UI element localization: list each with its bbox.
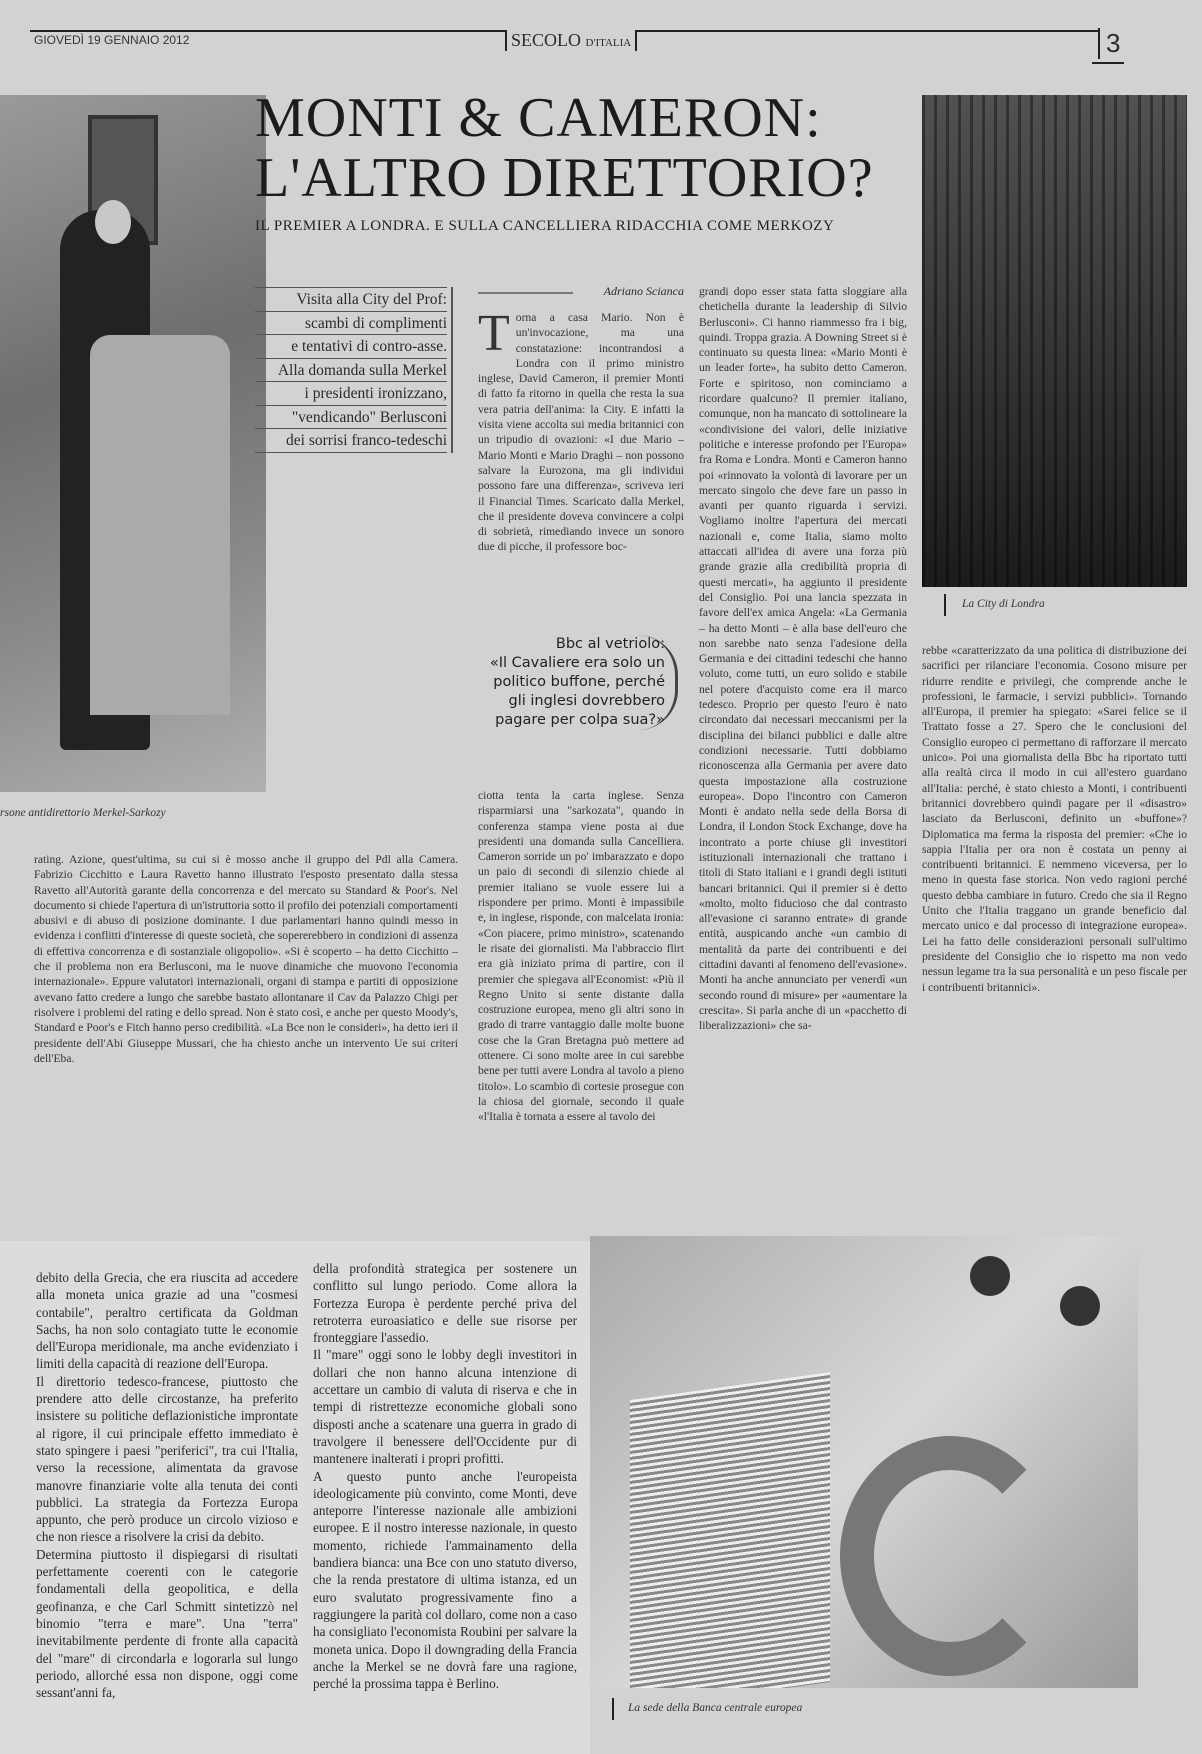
lamp [970, 1256, 1010, 1296]
article-column-1-bottom: ciotta tenta la carta inglese. Senza risparmiarsi una "sarkozata", quando in conferenza stampa viene posta ai due presidenti una domanda sulla Cancelliera. Cameron sorride un po' imbarazzato e dopo un paio di secondi di silenzio chiede al premier italiano se vuole essere lui a rispondere per primo. Monti è impassibile e, in inglese, risponde, con malcelata ironia: «Con piacere, primo ministro», scatenando le risate dei giornalisti. Ma l'abbraccio flirt era già iniziato prima di partire, con il premier che spiegava all'Economist: «Più il Regno Unito si sente distante dalla costruzione europea, meno gli altri sono in grado di trarre vantaggio dalle molte buone cose che la Gran Bretagna può mettere ad ottenere. Ci sono molte aree in cui sarebbe bene per tutti avere Londra al tavolo a pieno titolo». Lo scambio di cortesie prosegue con la chiosa del giornale, secondo il quale «l'Italia è tornata a essere al tavolo dei [478, 789, 684, 1124]
column-text: orna a casa Mario. Non è un'invocazione, ma una constatazione: incontrandosi a Londra con il primo ministro inglese, David Cameron, il premier Monti di fatto fa ritorno in quella che resta la sua vera patria dell'anima: la City. E infatti la visita viene accolta sui media britannici con un tripudio di ovazioni: «I due Mario – Mario Monti e Mario Draghi – non possono salvare la Eurozona, ma gli individui possono fare una differenza», scriveva ieri il Financial Times. Scaricato dalla Merkel, che il presidente doveva convincere a colpi di sobrietà, rimediando invece un sonoro due di picche, il professore boc- [478, 311, 684, 554]
article-column-3: rebbe «caratterizzato da una politica di distribuzione dei sacrifici per rilanciare l'economia. Cosono misure per ridurre rendite e privilegi, che comprende anche le professioni, le farmacie, i servizi pubblici». Tornando all'Europa, il premier ha spiegato: «Sarei felice se il Trattato fosse a 27. Spero che le conclusioni del Consiglio europeo ci permettano di rafforzare il mercato unico». Poi una giornalista della Bbc ha riportato tutti alla realtà circa il modo in cui all'estero guardano all'Italia: perché, è stato chiesto a Monti, i contribuenti britannici dovrebbero quindi pagare per il «disastro» lasciato da Berlusconi, definito un «buffone»? Diplomatica ma ferma la risposta del premier: «Che io sappia l'Italia per ora non è costata un penny ai contribuenti britannici. E nemmeno viceversa, per lo meno in questa fase storica. Non vedo ragioni perché questo debba cambiare in futuro. Credo che sia il Regno Unito che l'Italia traggano un grande beneficio dal mercato unico e dal processo di integrazione europea». Lei ha fatto delle considerazioni personali sull'ultimo presidente del Consiglio che io rispetto ma non vedo nessun legame tra la sua personalità e un peso fiscale per i contribuenti britannici». [922, 644, 1187, 994]
lectern [90, 335, 230, 715]
caption-marker [612, 1698, 614, 1720]
pull-line: Visita alla City del Prof: [255, 287, 447, 311]
masthead [505, 30, 637, 51]
article-subtitle: IL PREMIER A LONDRA. E SULLA CANCELLIERA RIDACCHIA COME MERKOZY [255, 218, 835, 234]
left-column: rating. Azione, quest'ultima, su cui si è mosso anche il gruppo del Pdl alla Camera. Fabrizio Cicchitto e Laura Ravetto hanno illustrato l'esposto presentato dalla stessa Ravetto all'Autorità garante della concorrenza e del mercato su Standard & Poor's. Nel documento si chiede l'apertura di un'istruttoria sotto il profilo dei potenziali comportamenti abusivi e di abuso di posizione dominante. I due parlamentari hanno quindi messo in evidenza i conflitti d'interesse di queste società, che sopererebbero in condizioni di assenza di effettiva concorrenza e di sostanziale oligopolio». «Si è scoperto – ha detto Cicchitto – che il problema non era Berlusconi, ma le nuove dinamiche che muovono l'economia internazionale». Eppure valutatori internazionali, organi di stampa e partiti di opposizione avevano fatto credere a lungo che sarebbe bastato allontanare il Cav da Palazzo Chigi per risolvere i problemi del rating e dello spread. Non è stato così, e anche per questo Moody's, Standard e Poor's e Fitch hanno perso credibilità. «La Bce non le consideri», ha detto ieri il presidente dell'Abi Giuseppe Mussari, che ha chiesto anche un intervento Ue sui criteri dell'Eba. [34, 853, 458, 1065]
byline [478, 284, 684, 299]
pull-box [255, 287, 453, 453]
left-photo-caption: rsone antidirettorio Merkel-Sarkozy [0, 807, 166, 819]
right-photo-caption: La City di Londra [962, 598, 1045, 610]
masthead-small: D'ITALIA [585, 37, 632, 49]
quote-title: Bbc al vetriolo: [555, 636, 665, 652]
caption-marker [944, 594, 946, 616]
bottom-column-a: debito della Grecia, che era riuscita ad accedere alla moneta unica grazie ad una "cosmesi contabile", peraltro certificata da Goldman Sachs, ha non solo contagiato tutte le economie dell'Europa meridionale, ma anche evidenziato i limiti della capacità di reazione dell'Europa. Il direttorio tedesco-francese, piuttosto che prendere atto delle circostanze, ha preferito insistere su politiche deflazionistiche improntate al rigore, il cui principale effetto immediato è stato spingere i paesi "periferici", tra cui l'Italia, verso la recessione, alimentata da gravose manovre finanziarie volte alla tenuta dei conti pubblici. La strategia da Fortezza Europa appunto, che però produce un circolo vizioso e che non riesce a risolvere la crisi da debito. Determina piuttosto il dispiegarsi di risultati perfettamente coerenti con le categorie fondamentali della geopolitica, e della geofinanza, e che Carl Schmitt sintetizzò nel binomio "terra e mare". Una "terra" inevitabilmente perdente di fronte alla capacità del "mare" di circondarla e logorarla sul lungo periodo, allorché essa non dispone, oggi come sessant'anni fa, [36, 1270, 298, 1701]
ecb-photo [590, 1236, 1138, 1688]
article-column-2: grandi dopo esser stata fatta sloggiare alla chetichella durante la leadership di Silvio Berlusconi». Ci hanno riammesso fra i big, quindi. Troppa grazia. A Downing Street si è continuato su questa linea: «Mario Monti è un leader forte», ha subito detto Cameron. Forte e spiritoso, non cominciamo a ricordare qualcuno? Il premier italiano, comunque, non ha mancato di sottolineare la «condivisione dei valori, delle iniziative politiche e interesse profondo per l'Europa» fra Roma e Londra. Monti e Cameron hanno poi «rinnovato la volontà di lavorare per un mercato singolo che deve fare un passo in avanti per quanto riguarda i servizi. Vogliamo inoltre l'apertura dei mercati nazionali e, come Italia, siamo molto attaccati all'idea di avere una forza più grande grazie alla credibilità propria di questi mercati», ha aggiunto il presidente del Consiglio. Poi una lancia spezzata in favore dell'ex amica Angela: «La Germania – ha detto Monti – è alla base dell'euro che non sarebbe nato senza l'adesione della Germania e dei cittadini tedeschi che hanno voluto, come tutti, un euro solido e stabile nel potere d'acquisto come era il marco tedesco. Proprio per questo l'euro è nato circondato dai necessari meccanismi per la disciplina dei bilanci pubblici e dalle altre condizioni necessarie. Tutti dobbiamo riconoscenza alla Germania per avere dato questa impostazione alla costruzione europea». Dopo l'incontro con Cameron Monti è andato nella sede della Borsa di Londra, il London Stock Exchange, dove ha incontrato a porte chiuse gli investitori istituzionali internazionali che trattano i titoli di Stato italiani e i grandi degli istituti bancari britannici. Qui il premier si è detto «molto, molto fiducioso che dal contrasto all'evasione ci saranno entrate» di grande entità, auspicando anche «un cambio di mentalità da parte dei contribuenti e dei cittadini davanti al fenomeno dell'evasione». Monti ha anche annunciato per venerdì «un secondo round di misure» per «aumentare la crescita». Si parla anche di un «pacchetto di liberalizzazioni» che sa- [699, 285, 907, 1033]
issue-date: GIOVEDÌ 19 GENNAIO 2012 [34, 33, 190, 47]
article-title [255, 88, 874, 208]
pull-line: Alla domanda sulla Merkel [255, 358, 447, 382]
page-number-underline [1092, 62, 1124, 64]
page-number: 3 [1098, 28, 1120, 59]
pull-line: dei sorrisi franco-tedeschi [255, 428, 447, 453]
city-photo [922, 95, 1187, 587]
pull-line: scambi di complimenti [255, 311, 447, 335]
quote-text: «Il Cavaliere era solo un politico buffone, perché gli inglesi dovrebbero pagare per colpa sua?» [489, 655, 665, 728]
title-line-2: L'ALTRO DIRETTORIO? [255, 147, 874, 209]
euro-sign-sculpture [840, 1436, 1060, 1676]
title-line-1: MONTI & CAMERON: [255, 87, 822, 149]
monti-photo [0, 95, 266, 792]
drop-cap: T [478, 310, 510, 362]
ecb-tower [630, 1372, 830, 1688]
masthead-name: SECOLO [511, 30, 582, 50]
article-column-1-top [478, 310, 684, 630]
pull-line: e tentativi di contro-asse. [255, 334, 447, 358]
speaker-head [95, 200, 131, 244]
author: Adriano Scianca [603, 284, 684, 298]
pull-line: "vendicando" Berlusconi [255, 405, 447, 429]
ecb-photo-caption: La sede della Banca centrale europea [628, 1702, 803, 1714]
bottom-column-b: della profondità strategica per sostenere un conflitto sul lungo periodo. Come allora la Fortezza Europa è perdente perché priva del retroterra euroasiatico e delle sue risorse per fronteggiare l'assedio. Il "mare" oggi sono le lobby degli investitori in dollari che non hanno alcuna intenzione di accettare un cambio di valuta di riserva e che in tempi di ristrettezze economiche globali sono disposti anche a scatenare una guerra in grado di travolgere il benessere dell'Occidente pur di mantenere inalterati i propri profitti. A questo punto anche l'europeista ideologicamente più convinto, come Monti, deve anteporre l'interesse nazionale alle ambizioni europee. E il nostro interesse nazionale, in questo momento, richiede l'ammainamento della bandiera bianca: una Bce con uno statuto diverso, che la renda prestatore di ultima istanza, ed un euro svalutato progressivamente fino a raggiungere la parità col dollaro, come non a caso ha consigliato l'economista Roubini per salvare la moneta unica. Dopo il downgrading della Francia anche la Merkel se ne dovrà fare una ragione, perché la prossima tappa è Berlino. [313, 1261, 577, 1692]
pull-line: i presidenti ironizzano, [255, 381, 447, 405]
bbc-quote [478, 635, 678, 730]
lamp [1060, 1286, 1100, 1326]
